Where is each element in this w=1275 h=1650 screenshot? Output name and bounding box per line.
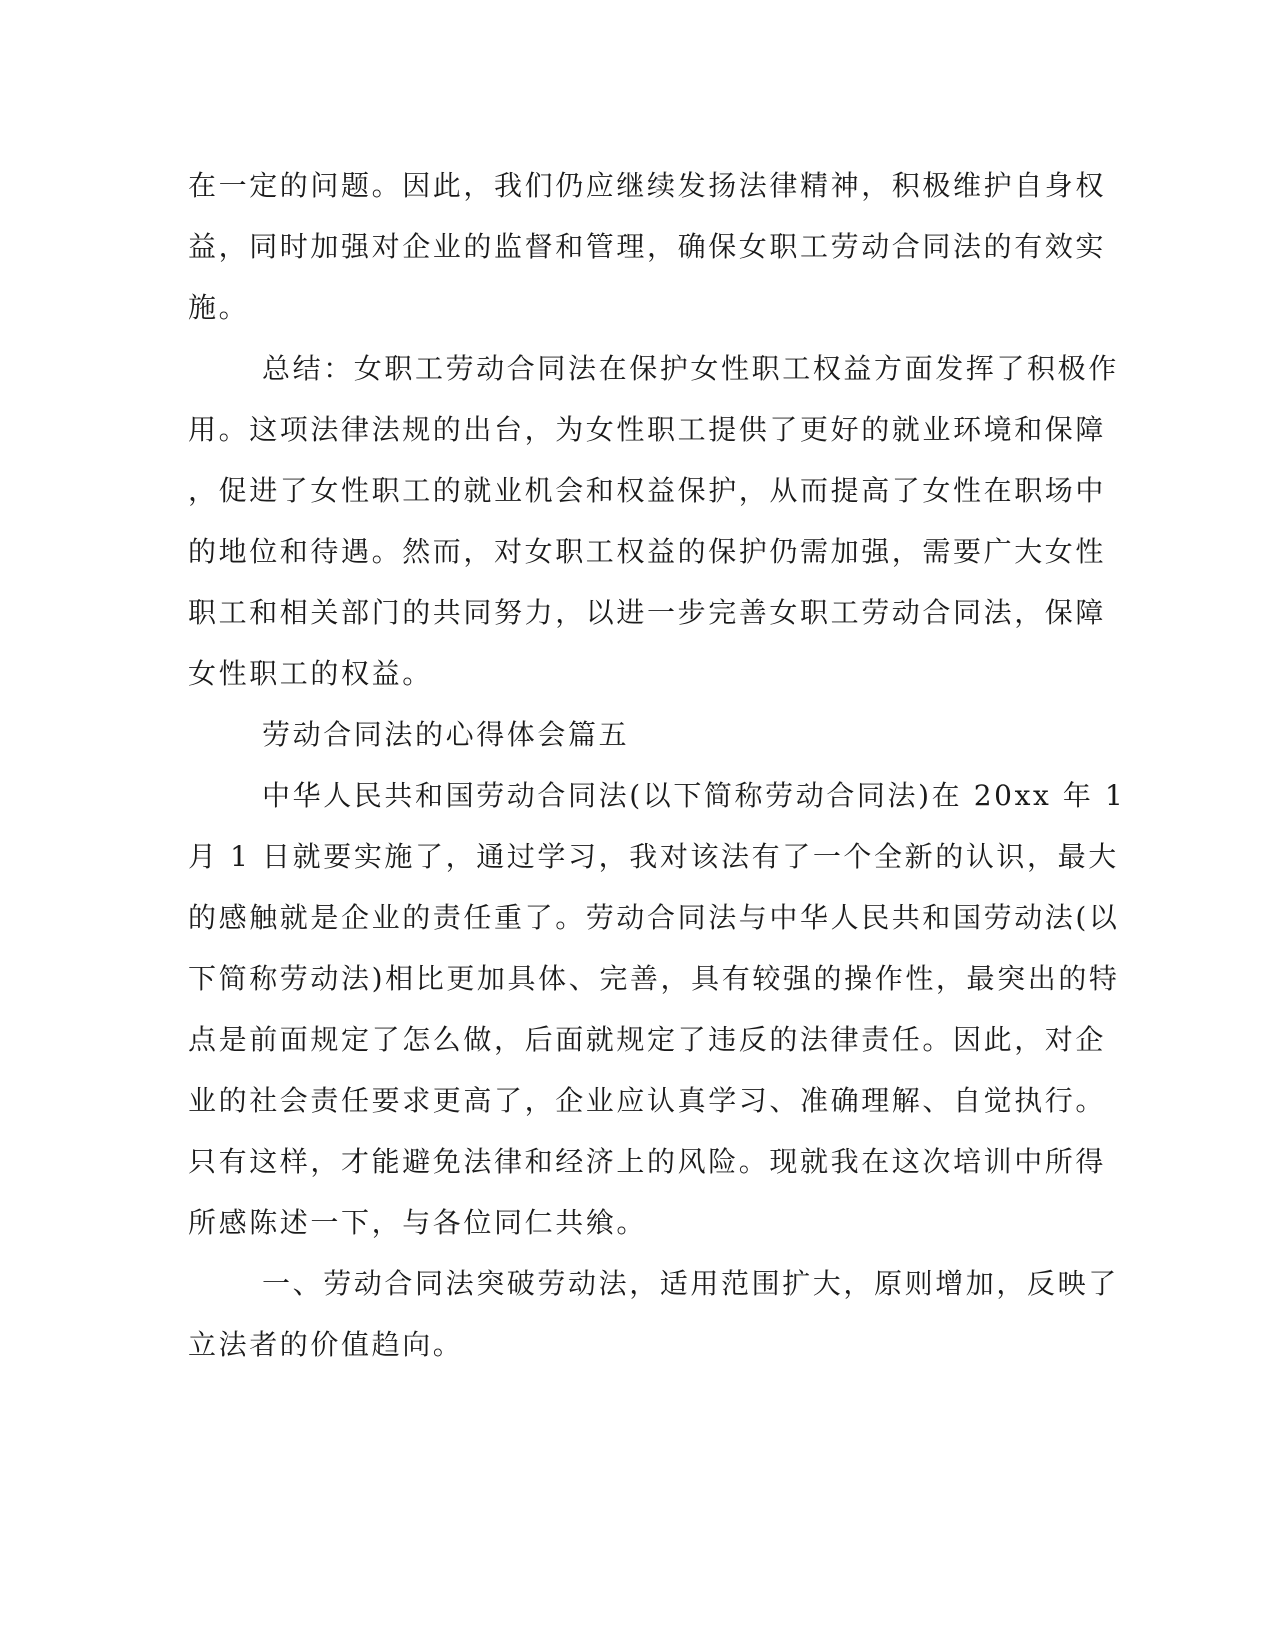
text-line: 所感陈述一下，与各位同仁共飨。 [188, 1206, 648, 1239]
text-line: 立法者的价值趋向。 [188, 1328, 464, 1361]
text-line: 女性职工的权益。 [188, 657, 433, 690]
section-heading [188, 704, 1068, 765]
text-line: 业的社会责任要求更高了，企业应认真学习、准确理解、自觉执行。 [188, 1084, 1107, 1117]
paragraph-summary [188, 338, 1119, 704]
text-line: 职工和相关部门的共同努力，以进一步完善女职工劳动合同法，保障 [188, 596, 1107, 629]
text-line: 只有这样，才能避免法律和经济上的风险。现就我在这次培训中所得 [188, 1145, 1107, 1178]
text-line: 中华人民共和国劳动合同法(以下简称劳动合同法)在 20xx 年 1 [262, 779, 1126, 812]
text-line: 的感触就是企业的责任重了。劳动合同法与中华人民共和国劳动法(以 [188, 901, 1120, 934]
text-line: 施。 [188, 291, 250, 324]
paragraph-rights-conclusion [188, 155, 1107, 338]
text-line: ，促进了女性职工的就业机会和权益保护，从而提高了女性在职场中 [188, 474, 1107, 507]
text-line: 在一定的问题。因此，我们仍应继续发扬法律精神，积极维护自身权 [188, 169, 1107, 202]
document-body [188, 155, 1126, 1375]
text-line: 的地位和待遇。然而，对女职工权益的保护仍需加强，需要广大女性 [188, 535, 1107, 568]
text-line: 益，同时加强对企业的监督和管理，确保女职工劳动合同法的有效实 [188, 230, 1107, 263]
text-line: 点是前面规定了怎么做，后面就规定了违反的法律责任。因此，对企 [188, 1023, 1107, 1056]
section-heading-text: 劳动合同法的心得体会篇五 [262, 718, 630, 751]
text-line: 一、劳动合同法突破劳动法，适用范围扩大，原则增加，反映了 [262, 1267, 1119, 1300]
text-line: 月 1 日就要实施了，通过学习，我对该法有了一个全新的认识，最大 [188, 840, 1119, 873]
text-line: 用。这项法律法规的出台，为女性职工提供了更好的就业环境和保障 [188, 413, 1107, 446]
text-line: 下简称劳动法)相比更加具体、完善，具有较强的操作性，最突出的特 [188, 962, 1120, 995]
paragraph-point-one [188, 1253, 1119, 1375]
text-line: 总结：女职工劳动合同法在保护女性职工权益方面发挥了积极作 [262, 352, 1119, 385]
paragraph-introduction [188, 765, 1126, 1253]
